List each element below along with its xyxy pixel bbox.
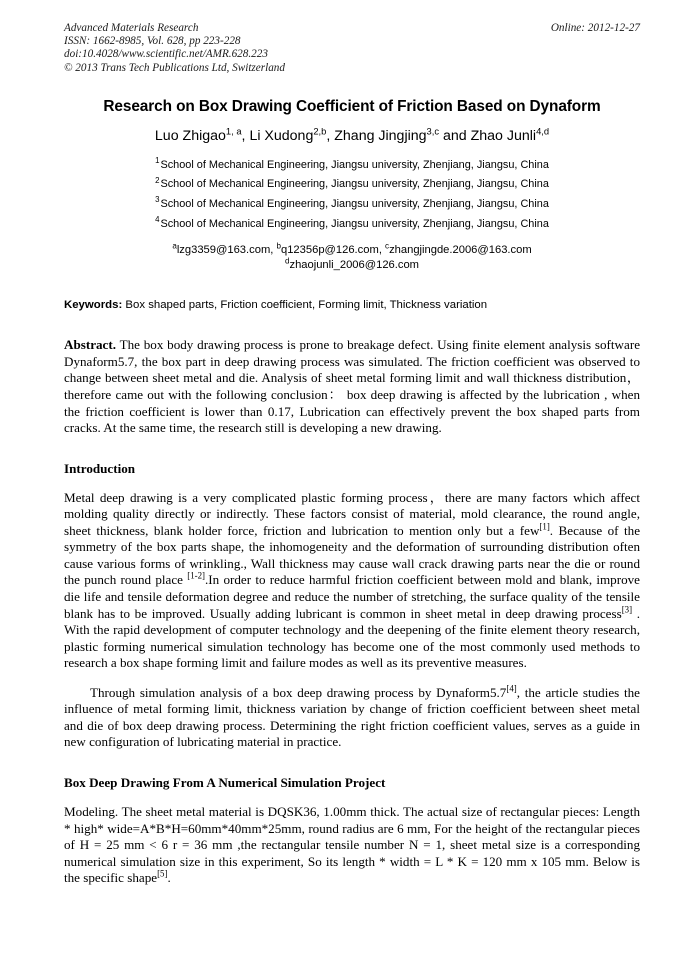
email-marker: d (284, 256, 290, 266)
author-name: Zhao Junli (470, 127, 537, 144)
abstract-text: The box body drawing process is prone to breakage defect. Using finite element analysis software Dynaform5.7, the box part in deep drawing process was simulated. The friction coefficient was observed to change between sheet metal and die. Analysis of sheet metal forming limit and wall thickness distribution，therefore came out with the following conclusion： box deep drawing is affected by the lubrication , when the friction coefficient is lower than 0.17, Lubrication can effectively prevent the box shaped parts from cracks. At the same time, the research still is developing a new drawing. (64, 337, 640, 436)
journal-copyright: © 2013 Trans Tech Publications Ltd, Switzerland (64, 61, 285, 74)
page-title: Research on Box Drawing Coefficient of Friction Based on Dynaform (103, 97, 601, 115)
email-line (64, 258, 640, 273)
author-name: Li Xudong (249, 127, 314, 144)
section-heading: Box Deep Drawing From A Numerical Simulation Project (64, 774, 386, 790)
author-affiliation-marker: 4,d (536, 126, 550, 137)
paragraph-text: Modeling. The sheet metal material is DQSK36, 1.00mm thick. The actual size of rectangular pieces: Length * high* wide=A*B*H=60mm*40mm*25mm, round radius are 6 mm, For the height of the rectangular pieces of H = 25 mm < 6 r = 36 mm ,the rectangular tensile number N = 1, sheet metal size is a corresponding numerical simulation size in this experiment, So its length * width = L * K = 120 mm x 105 mm. Below is the specific shape (64, 803, 640, 886)
email-marker: c (385, 241, 390, 251)
email-address[interactable]: zhangjingde.2006@163.com (389, 244, 532, 257)
journal-name: Advanced Materials Research (64, 22, 199, 34)
paragraph-text: , the article studies the influence of metal forming limit, thickness variation by change of friction coefficient between sheet metal and die of box deep drawing process. Determining the right friction coefficient values, serves as a guide in new configuration of lubricating material in practice. (64, 684, 640, 750)
affiliation-marker: 2 (155, 175, 160, 185)
paragraph-text: Metal deep drawing is a very complicated plastic forming process，there are many factors which affect molding quality directly or indirectly. These factors consist of material, mold clearance, the round angle, sheet thickness, blank holder force, friction and lubrication to mention only but a few (64, 489, 640, 538)
affiliation-list (64, 156, 640, 234)
email-address[interactable]: q12356p@126.com (280, 244, 379, 257)
author-name: Luo Zhigao (154, 127, 226, 144)
citation-reference[interactable]: [5] (157, 868, 168, 879)
affiliation-marker: 3 (155, 195, 160, 205)
affiliation-text: School of Mechanical Engineering, Jiangsu university, Zhenjiang, Jiangsu, China (160, 158, 549, 171)
abstract-label: Abstract. (64, 337, 116, 353)
keywords-label: Keywords: (64, 299, 123, 312)
affiliation-marker: 4 (155, 214, 160, 224)
affiliation-item (64, 156, 640, 176)
email-marker: a (172, 241, 177, 251)
paragraph-text: Through simulation analysis of a box deep drawing process by Dynaform5.7 (90, 684, 507, 700)
paragraph-text: .In order to reduce harmful friction coefficient between mold and blank, improve die life and tensile deformation degree and reduce the number of stretching, the surface quality of the tensile blank has to be improved. Usually adding lubricant is common in sheet metal in deep drawing process (64, 572, 640, 621)
affiliation-item (64, 195, 640, 215)
author-list: Luo Zhigao$^{1, a}$, Li Xudong$^{2,b}$, Zhang Jingjing$^{3,c}$ and Zhao Junli$^{4,d}$ (154, 126, 550, 144)
email-list (64, 243, 640, 273)
keywords-value: Box shaped parts, Friction coefficient, Forming limit, Thickness variation (122, 299, 488, 312)
journal-doi: doi:10.4028/www.scientific.net/AMR.628.223 (64, 48, 268, 61)
citation-reference[interactable]: [1-2] (187, 571, 206, 582)
author-affiliation-marker: 1, a (225, 126, 242, 137)
body-paragraph (64, 490, 640, 672)
keywords-line (64, 297, 640, 313)
journal-issn: ISSN: 1662-8985, Vol. 628, pp 223-228 (64, 35, 241, 48)
affiliation-text: School of Mechanical Engineering, Jiangsu university, Zhenjiang, Jiangsu, China (160, 198, 549, 210)
email-marker: b (276, 241, 281, 251)
author-name: Zhang Jingjing (334, 127, 427, 144)
body-paragraph (64, 685, 640, 751)
citation-reference[interactable]: [3] (621, 604, 633, 615)
document-body (64, 461, 640, 887)
author-affiliation-marker: 3,c (426, 126, 440, 137)
online-date: Online: 2012-12-27 (550, 22, 640, 34)
affiliation-item (64, 175, 640, 195)
email-address[interactable]: zhaojunli_2006@126.com (289, 259, 420, 272)
email-line: $^a$lzg3359@163.com, $^b$q12356p@126.com, $^c$zhangjingde.2006@163.com (172, 241, 532, 257)
affiliation-marker: 1 (155, 156, 160, 166)
section-heading: Introduction (64, 460, 136, 476)
citation-reference[interactable]: [1] (539, 521, 550, 532)
paragraph-text: . Because of the symmetry of the box parts shape, the inhomogeneity and the deformation of surrounding distribution often cause various forms of wrinkling., Wall thickness may cause wall crack drawing parts near the die or round the punch round place (64, 522, 640, 588)
affiliation-text: School of Mechanical Engineering, Jiangsu university, Zhenjiang, Jiangsu, China (160, 178, 549, 191)
paragraph-text: . With the rapid development of computer technology and the deepening of the finite element theory research, plastic forming numerical simulation technology has become one of the most commonly used methods to research a box shape forming limit and failure modes as well as its preventive measures. (64, 605, 641, 671)
abstract-block (64, 337, 640, 437)
affiliation-item (64, 215, 640, 235)
affiliation-text: School of Mechanical Engineering, Jiangsu university, Zhenjiang, Jiangsu, China (160, 217, 549, 230)
email-address[interactable]: lzg3359@163.com (176, 244, 271, 257)
paragraph-text: . (167, 870, 171, 886)
author-affiliation-marker: 2,b (313, 126, 327, 137)
journal-masthead (64, 22, 640, 75)
body-paragraph (64, 804, 640, 887)
citation-reference[interactable]: [4] (506, 683, 517, 694)
